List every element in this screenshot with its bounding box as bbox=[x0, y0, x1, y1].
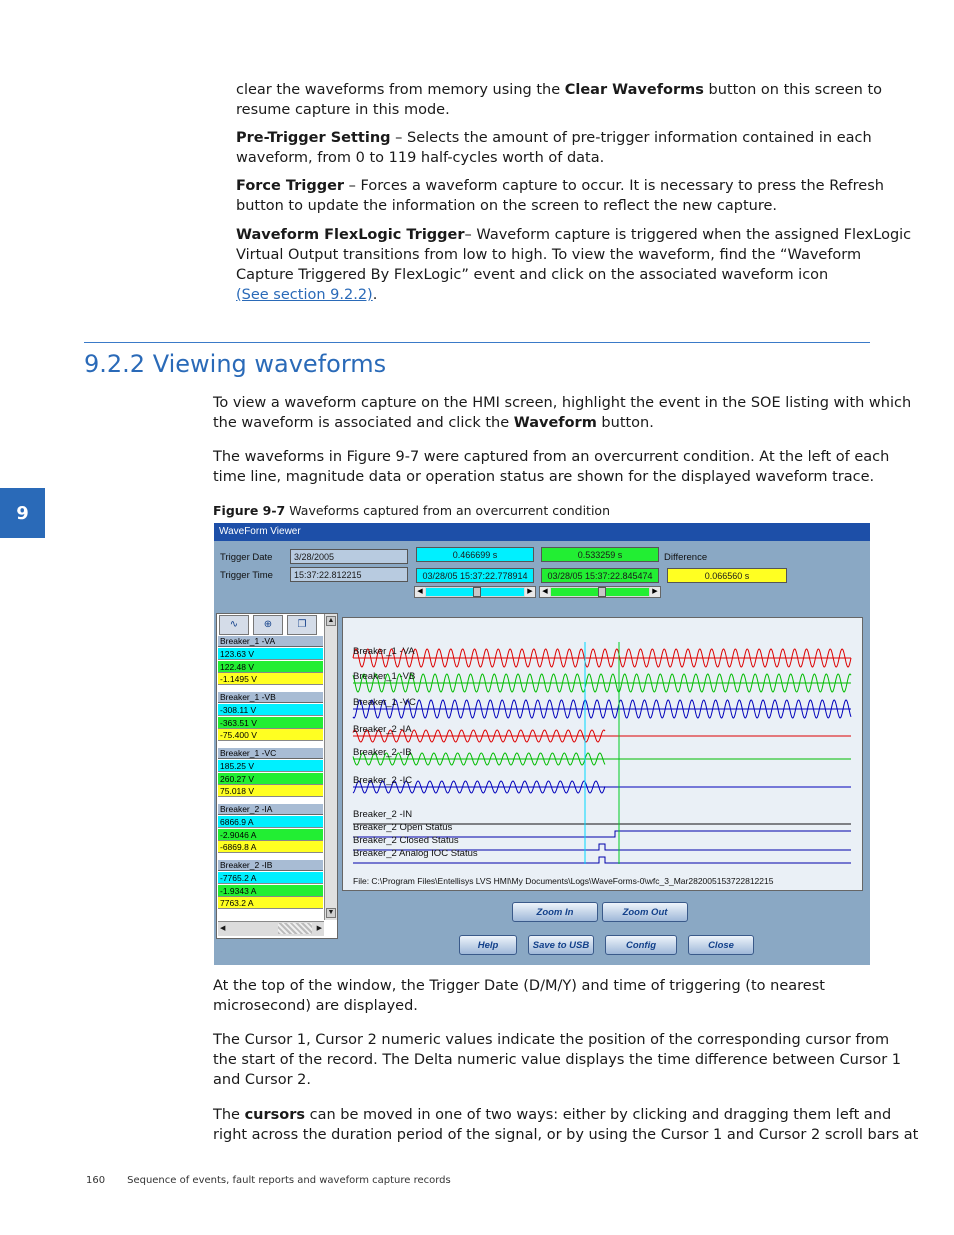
text: button to update the information on the screen to reflect the new capture. bbox=[236, 198, 778, 214]
difference-field: 0.066560 s bbox=[667, 568, 787, 583]
cursor1-scrollbar[interactable] bbox=[414, 586, 536, 598]
channel-value: -75.400 V bbox=[218, 729, 323, 741]
text: microsecond) are displayed. bbox=[213, 998, 418, 1014]
config-button[interactable]: Config bbox=[605, 935, 677, 955]
term-flexlogic-trigger: Waveform FlexLogic Trigger bbox=[236, 227, 465, 243]
trigger-time-field: 15:37:22.812215 bbox=[290, 567, 408, 582]
paragraph-flexlogic-trigger bbox=[236, 225, 911, 305]
channel-header[interactable]: Breaker_1 -VA bbox=[218, 636, 323, 647]
trigger-date-label: Trigger Date bbox=[220, 552, 273, 563]
scroll-left-icon[interactable]: ◀ bbox=[540, 587, 550, 597]
term-cursors: cursors bbox=[244, 1107, 306, 1123]
trigger-time-label: Trigger Time bbox=[220, 570, 273, 581]
close-button[interactable]: Close bbox=[688, 935, 754, 955]
text: button. bbox=[596, 415, 654, 431]
text: clear the waveforms from memory using the bbox=[236, 82, 565, 98]
text: the start of the record. The Delta numeric value displays the time difference between Cursor 1 bbox=[213, 1052, 902, 1068]
page-number: 160 bbox=[86, 1175, 106, 1186]
section-divider bbox=[84, 342, 870, 343]
text: button on this screen to bbox=[703, 82, 883, 98]
text: – Forces a waveform capture to occur. It is necessary to press the Refresh bbox=[344, 178, 884, 194]
trace-label: Breaker_2 -IB bbox=[353, 747, 412, 758]
paragraph-cursors bbox=[213, 1105, 918, 1145]
text: resume capture in this mode. bbox=[236, 102, 450, 118]
difference-label: Difference bbox=[664, 552, 708, 563]
text: Capture Triggered By FlexLogic” event and click on the associated waveform icon bbox=[236, 267, 829, 283]
trace-label: Breaker_2 Analog IOC Status bbox=[353, 848, 478, 859]
text: The waveforms in Figure 9-7 were captured from an overcurrent condition. At the left of each bbox=[213, 449, 890, 465]
paragraph-overcurrent bbox=[213, 447, 889, 487]
trace-label: Breaker_1 -VB bbox=[353, 671, 416, 682]
channel-header[interactable]: Breaker_2 -IB bbox=[218, 860, 323, 871]
channel-value: -363.51 V bbox=[218, 717, 323, 729]
scroll-right-icon[interactable]: ▶ bbox=[316, 925, 322, 932]
channel-value: -1.1495 V bbox=[218, 673, 323, 685]
figure-caption-text: Waveforms captured from an overcurrent condition bbox=[285, 503, 610, 518]
waveform-plot[interactable] bbox=[342, 617, 863, 891]
channel-value: -308.11 V bbox=[218, 704, 323, 716]
paragraph-force-trigger bbox=[236, 176, 884, 216]
paragraph-pre-trigger bbox=[236, 128, 872, 168]
section-link[interactable]: (See section 9.2.2) bbox=[236, 287, 373, 303]
channel-header[interactable]: Breaker_2 -IA bbox=[218, 804, 323, 815]
scroll-left-icon[interactable]: ◀ bbox=[415, 587, 425, 597]
copy-icon[interactable]: ❐ bbox=[287, 615, 317, 635]
channel-value: 260.27 V bbox=[218, 773, 323, 785]
zoom-out-button[interactable]: Zoom Out bbox=[602, 902, 688, 922]
channel-value: 123.63 V bbox=[218, 648, 323, 660]
channel-value: 6866.9 A bbox=[218, 816, 323, 828]
cursor2-scroll-thumb[interactable] bbox=[598, 587, 606, 597]
text: right across the duration period of the signal, or by using the Cursor 1 and Cursor 2 scroll bars at bbox=[213, 1127, 919, 1143]
section-title: 9.2.2 Viewing waveforms bbox=[84, 350, 387, 378]
paragraph-view-waveform bbox=[213, 393, 911, 433]
chapter-tab: 9 bbox=[0, 488, 45, 538]
paragraph-cursor-values bbox=[213, 1030, 901, 1090]
text: and Cursor 2. bbox=[213, 1072, 311, 1088]
channel-value: 7763.2 A bbox=[218, 897, 323, 909]
zoom-in-button[interactable]: Zoom In bbox=[512, 902, 598, 922]
cursor2-seconds-field: 0.533259 s bbox=[541, 547, 659, 562]
trace-label: Breaker_1 -VA bbox=[353, 646, 415, 657]
trace-label: Breaker_2 -IC bbox=[353, 775, 413, 786]
channel-vertical-scrollbar[interactable] bbox=[324, 614, 337, 920]
trace-label: Breaker_1 -VC bbox=[353, 697, 416, 708]
text: To view a waveform capture on the HMI screen, highlight the event in the SOE listing with which bbox=[213, 395, 912, 411]
text: – Waveform capture is triggered when the assigned FlexLogic bbox=[464, 227, 912, 243]
term-clear-waveforms: Clear Waveforms bbox=[564, 82, 704, 98]
scroll-right-icon[interactable]: ▶ bbox=[525, 587, 535, 597]
text: waveform, from 0 to 119 half-cycles worth of data. bbox=[236, 150, 605, 166]
channel-header[interactable]: Breaker_1 -VC bbox=[218, 748, 323, 759]
trace-label: Breaker_2 -IA bbox=[353, 724, 412, 735]
term-force-trigger: Force Trigger bbox=[236, 178, 345, 194]
scroll-left-icon[interactable]: ◀ bbox=[220, 925, 226, 932]
trace-label: Breaker_2 Closed Status bbox=[353, 835, 459, 846]
cursor1-time-field: 03/28/05 15:37:22.778914 bbox=[416, 568, 534, 583]
text: The Cursor 1, Cursor 2 numeric values indicate the position of the corresponding cursor from bbox=[213, 1032, 890, 1048]
channel-value: 75.018 V bbox=[218, 785, 323, 797]
text: the waveform is associated and click the bbox=[213, 415, 514, 431]
text: The bbox=[213, 1107, 245, 1123]
channel-value: 185.25 V bbox=[218, 760, 323, 772]
text: At the top of the window, the Trigger Date (D/M/Y) and time of triggering (to nearest bbox=[213, 978, 825, 994]
cursor2-time-field: 03/28/05 15:37:22.845474 bbox=[541, 568, 659, 583]
cursor1-seconds-field: 0.466699 s bbox=[416, 547, 534, 562]
cursor2-scrollbar[interactable] bbox=[539, 586, 661, 598]
term-waveform: Waveform bbox=[513, 415, 597, 431]
text: time line, magnitude data or operation status are shown for the displayed waveform trace. bbox=[213, 469, 875, 485]
channel-value: -6869.8 A bbox=[218, 841, 323, 853]
text: – Selects the amount of pre-trigger information contained in each bbox=[390, 130, 872, 146]
scroll-thumb[interactable] bbox=[278, 923, 312, 934]
trigger-date-field: 3/28/2005 bbox=[290, 549, 408, 564]
channel-value: -7765.2 A bbox=[218, 872, 323, 884]
channel-header[interactable]: Breaker_1 -VB bbox=[218, 692, 323, 703]
save-usb-button[interactable]: Save to USB bbox=[528, 935, 594, 955]
footer-text: Sequence of events, fault reports and waveform capture records bbox=[127, 1175, 451, 1186]
figure-label: Figure 9-7 bbox=[213, 503, 286, 518]
page-footer bbox=[86, 1175, 473, 1186]
text: . bbox=[372, 287, 378, 303]
channel-horizontal-scrollbar[interactable] bbox=[218, 921, 324, 936]
channel-panel bbox=[216, 613, 338, 939]
scroll-up-icon[interactable]: ▲ bbox=[327, 617, 335, 624]
help-button[interactable]: Help bbox=[459, 935, 517, 955]
text: Virtual Output transitions from low to high. To view the waveform, find the “Waveform bbox=[236, 247, 862, 263]
scroll-down-icon[interactable]: ▼ bbox=[327, 909, 335, 916]
trace-label: Breaker_2 Open Status bbox=[353, 822, 453, 833]
channel-value: -2.9046 A bbox=[218, 829, 323, 841]
term-pre-trigger: Pre-Trigger Setting bbox=[236, 130, 391, 146]
text: can be moved in one of two ways: either by clicking and dragging them left and bbox=[305, 1107, 892, 1123]
paragraph-clear-waveforms bbox=[236, 80, 882, 120]
waveform-view-icon[interactable]: ∿ bbox=[219, 615, 249, 635]
phasor-icon[interactable]: ⊕ bbox=[253, 615, 283, 635]
figure-caption bbox=[213, 503, 610, 518]
cursor1-scroll-thumb[interactable] bbox=[473, 587, 481, 597]
paragraph-trigger-date bbox=[213, 976, 825, 1016]
channel-value: 122.48 V bbox=[218, 661, 323, 673]
window-title: WaveForm Viewer bbox=[214, 523, 870, 541]
trace-label: Breaker_2 -IN bbox=[353, 809, 413, 820]
waveform-viewer-window bbox=[214, 523, 870, 965]
file-path: File: C:\Program Files\Entellisys LVS HMI\My Documents\Logs\WaveForms-0\wfc_3_Mar282005153722812215 bbox=[353, 876, 774, 886]
scroll-right-icon[interactable]: ▶ bbox=[650, 587, 660, 597]
channel-value: -1.9343 A bbox=[218, 885, 323, 897]
